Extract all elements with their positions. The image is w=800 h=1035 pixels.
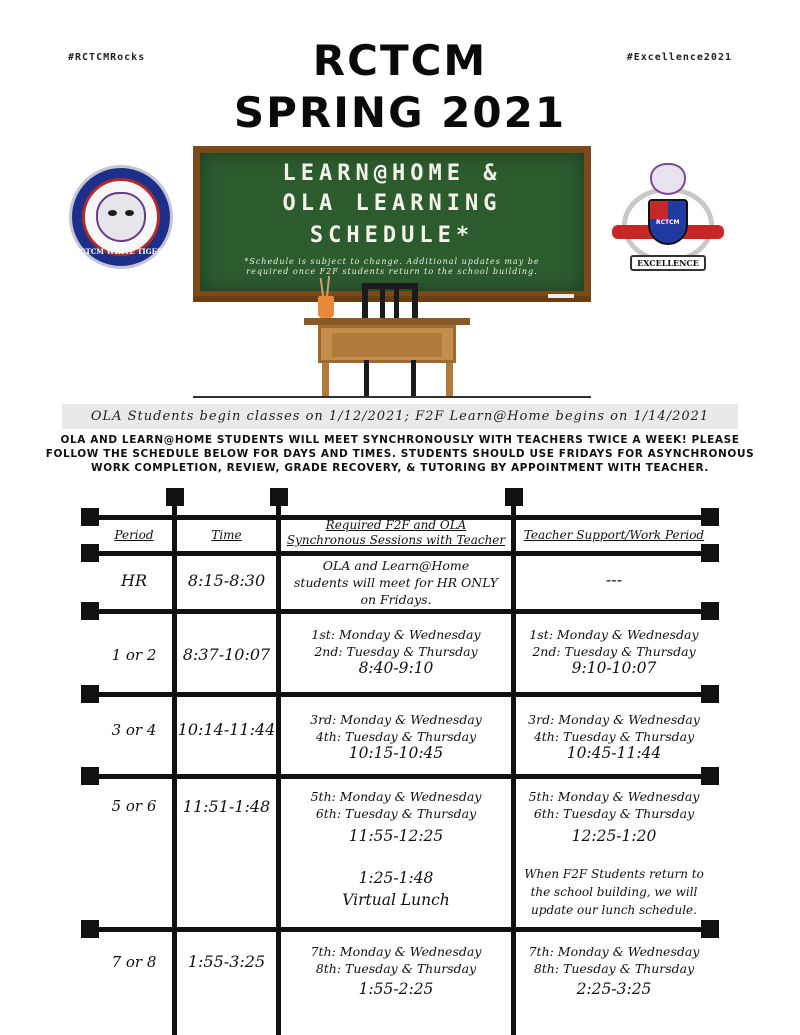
p56-sync-line-2: 6th: Tuesday & Thursday [315, 806, 477, 821]
instructions-line-2: FOLLOW THE SCHEDULE BELOW FOR DAYS AND TIMES. STUDENTS SHOULD USE FRIDAYS FOR ASYNCHRONOUS [45, 448, 755, 460]
p56-note-line-2: the school building, we will [530, 885, 698, 899]
p78-sync-time: 1:55-2:25 [358, 980, 434, 998]
table-row-cap [701, 508, 719, 526]
header-support-period: Teacher Support/Work Period [523, 528, 705, 542]
p56-lunch-cell [281, 867, 511, 911]
table-row-divider [90, 551, 710, 556]
p56-support-line-1: 5th: Monday & Wednesday [528, 789, 700, 804]
desk-leg [446, 363, 453, 397]
hr-time: 8:15-8:30 [187, 571, 266, 590]
floor-line [193, 396, 591, 398]
chalkboard-note-line-1: *Schedule is subject to change. Additional updates may be [244, 257, 540, 266]
p56-lunch-label: Virtual Lunch [342, 891, 450, 909]
p56-support-line-2: 6th: Tuesday & Thursday [533, 806, 695, 821]
desk-leg [322, 363, 329, 397]
desk-drawer [332, 333, 442, 357]
hashtag-right: #Excellence2021 [626, 52, 732, 63]
p12-support-cell [516, 626, 712, 677]
hr-sync-line-1: OLA and Learn@Home [322, 558, 470, 573]
p78-period: 7 or 8 [111, 953, 157, 971]
p78-support-time: 2:25-3:25 [576, 980, 652, 998]
header-sync-line-2: Synchronous Sessions with Teacher [286, 533, 506, 547]
table-row-cap [701, 602, 719, 620]
chalk-icon [548, 294, 574, 298]
tiger-icon [96, 192, 146, 242]
table-row-cap [81, 544, 99, 562]
p56-note-line-1: When F2F Students return to [524, 867, 704, 881]
p12-support-time: 9:10-10:07 [571, 659, 657, 677]
chair-leg [364, 360, 369, 397]
table-column-cap [166, 488, 184, 506]
table-column-cap [270, 488, 288, 506]
logo-ring [82, 178, 160, 256]
p56-sync-cell [281, 788, 511, 845]
school-logo-left [69, 165, 173, 269]
p56-sync-time: 11:55-12:25 [348, 827, 444, 845]
chalkboard-line-1: LEARN@HOME & [282, 161, 502, 186]
p56-note-line-3: update our lunch schedule. [531, 903, 697, 917]
p34-sync-cell [281, 711, 511, 762]
table-row-cap [701, 544, 719, 562]
instructions-line-3: WORK COMPLETION, REVIEW, GRADE RECOVERY, & TUTORING BY APPOINTMENT WITH TEACHER. [91, 462, 709, 474]
p56-time: 11:51-1:48 [182, 797, 271, 816]
hr-support: --- [605, 570, 623, 589]
school-logo-right [610, 163, 726, 279]
pencil-cup-icon [318, 296, 334, 318]
logo-right-mini-text: RCTCM [656, 219, 680, 226]
p34-support-cell [516, 711, 712, 762]
p34-time: 10:14-11:44 [177, 720, 276, 739]
table-row-divider [90, 774, 710, 779]
hr-period: HR [121, 571, 147, 590]
p56-lunch-time: 1:25-1:48 [358, 869, 434, 887]
p56-support-cell [516, 788, 712, 845]
chair-leg [411, 360, 416, 397]
header-sync-sessions [281, 518, 511, 548]
p12-period: 1 or 2 [111, 646, 157, 664]
table-row-cap [81, 508, 99, 526]
p56-support-time: 12:25-1:20 [571, 827, 657, 845]
table-column-cap [505, 488, 523, 506]
instructions-text [40, 433, 760, 475]
page-title-term: SPRING 2021 [233, 88, 567, 137]
table-row-cap [81, 602, 99, 620]
p78-support-line-1: 7th: Monday & Wednesday [528, 944, 700, 959]
p34-sync-line-2: 4th: Tuesday & Thursday [315, 729, 477, 744]
chalkboard [193, 146, 591, 298]
chalkboard-line-2: OLA LEARNING [282, 191, 502, 216]
table-row-cap [701, 685, 719, 703]
logo-left-text: RCTCM WHITE TIGERS [74, 247, 168, 256]
p12-sync-line-2: 2nd: Tuesday & Thursday [314, 644, 478, 659]
p56-lunch-note [516, 865, 712, 919]
chalkboard-note [220, 257, 564, 277]
p34-support-time: 10:45-11:44 [566, 744, 662, 762]
hashtag-left: #RCTCMRocks [68, 52, 146, 63]
table-row-divider [90, 927, 710, 932]
p12-support-line-1: 1st: Monday & Wednesday [529, 627, 699, 642]
hr-sync-line-3: on Fridays. [360, 592, 432, 607]
p78-support-cell [516, 943, 712, 998]
desk-icon [304, 318, 470, 325]
p56-sync-line-1: 5th: Monday & Wednesday [310, 789, 482, 804]
p34-period: 3 or 4 [111, 721, 157, 739]
table-row-cap [701, 767, 719, 785]
p34-sync-line-1: 3rd: Monday & Wednesday [310, 712, 482, 727]
table-row-cap [81, 767, 99, 785]
tiger-icon [650, 163, 686, 195]
p78-sync-line-2: 8th: Tuesday & Thursday [315, 961, 477, 976]
chair-icon [362, 283, 418, 321]
header-time: Time [211, 528, 242, 542]
p34-support-line-2: 4th: Tuesday & Thursday [533, 729, 695, 744]
p78-sync-line-1: 7th: Monday & Wednesday [310, 944, 482, 959]
header-sync-line-1: Required F2F and OLA [325, 518, 467, 532]
p34-support-line-1: 3rd: Monday & Wednesday [528, 712, 700, 727]
header-period: Period [114, 528, 154, 542]
p12-time: 8:37-10:07 [182, 645, 271, 664]
table-row-divider [90, 609, 710, 614]
logo-right-banner: EXCELLENCE [630, 255, 706, 271]
p12-sync-cell [281, 626, 511, 677]
p12-sync-line-1: 1st: Monday & Wednesday [311, 627, 481, 642]
instructions-line-1: OLA AND LEARN@HOME STUDENTS WILL MEET SYNCHRONOUSLY WITH TEACHERS TWICE A WEEK! PLEASE [60, 434, 740, 446]
p78-time: 1:55-3:25 [187, 952, 266, 971]
page-title-school: RCTCM [312, 36, 488, 85]
chalkboard-note-line-2: required once F2F students return to the school building. [246, 267, 538, 276]
p78-sync-cell [281, 943, 511, 998]
p56-period: 5 or 6 [111, 797, 157, 815]
p78-support-line-2: 8th: Tuesday & Thursday [533, 961, 695, 976]
table-row-cap [701, 920, 719, 938]
chalkboard-line-3: SCHEDULE* [309, 223, 475, 248]
p12-support-line-2: 2nd: Tuesday & Thursday [532, 644, 696, 659]
hr-sync-line-2: students will meet for HR ONLY [294, 575, 498, 590]
table-row-cap [81, 920, 99, 938]
p34-sync-time: 10:15-10:45 [348, 744, 444, 762]
p12-sync-time: 8:40-9:10 [358, 659, 434, 677]
start-dates-bar: OLA Students begin classes on 1/12/2021; F2F Learn@Home begins on 1/14/2021 [62, 404, 738, 429]
hr-sync-cell [281, 557, 511, 608]
table-row-divider [90, 692, 710, 697]
table-row-cap [81, 685, 99, 703]
